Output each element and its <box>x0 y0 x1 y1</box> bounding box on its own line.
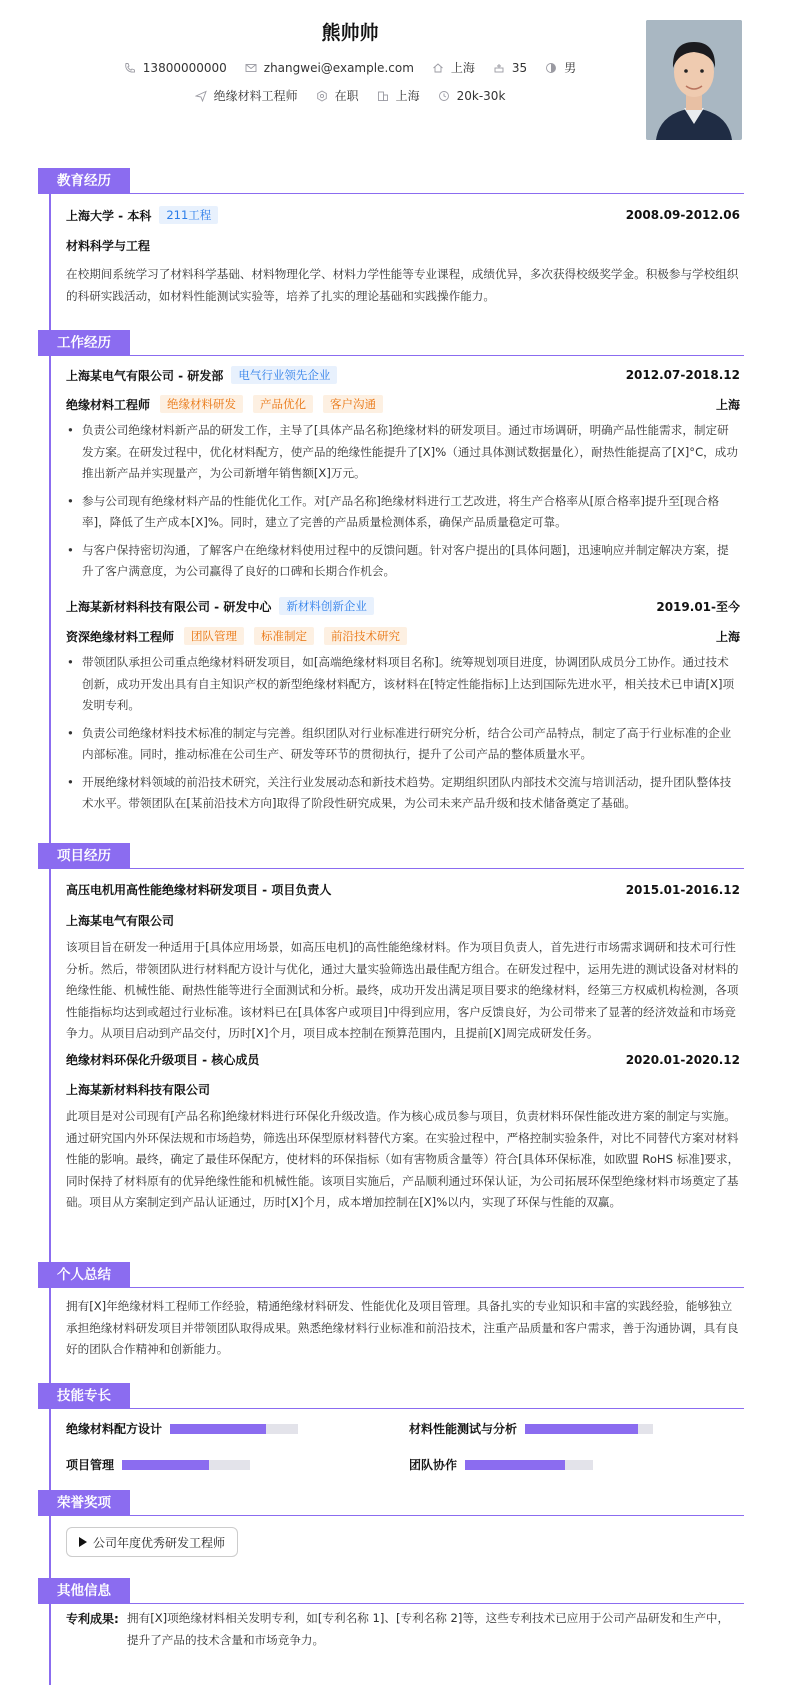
work-header-2 <box>66 597 740 615</box>
skill-bar <box>525 1424 653 1434</box>
school-tag: 211工程 <box>159 206 218 224</box>
project-date: 2015.01-2016.12 <box>625 882 740 897</box>
section-title: 教育经历 <box>38 168 130 194</box>
skill-tag: 团队管理 <box>184 627 244 645</box>
project-company: 上海某电气有限公司 <box>66 914 175 928</box>
bullet-item: • 负责公司绝缘材料新产品的研发工作，主导了[具体产品名称]绝缘材料的研发项目。通过市场调研，明确产品性能需求，制定研发方案。在研发过程中，优化材料配方，使产品的绝缘性能提升了[X]%（通过具体测试数据量化），耐热性能提高了[X]°C，成功推出新产品并实现量产，为公司新增年销售额[X]万元。 <box>66 420 740 485</box>
gear-icon <box>316 90 328 102</box>
work-date: 2019.01-至今 <box>656 599 740 614</box>
skill-tag: 客户沟通 <box>323 395 383 413</box>
project-header-2 <box>66 1051 740 1068</box>
avatar-photo <box>646 20 742 140</box>
skill-tag: 绝缘材料研发 <box>160 395 243 413</box>
section-divider <box>38 1603 744 1604</box>
skill-name: 绝缘材料配方设计 <box>66 1422 163 1436</box>
target-city-text: 上海 <box>395 89 420 103</box>
skill-name: 项目管理 <box>66 1458 115 1472</box>
clock-icon <box>438 90 450 102</box>
project-date: 2020.01-2020.12 <box>625 1052 740 1067</box>
section-honors <box>38 1490 744 1516</box>
skill-bar-fill <box>122 1460 209 1470</box>
gender-item <box>545 59 576 76</box>
skill-item <box>66 1456 250 1473</box>
phone-icon <box>124 62 136 74</box>
timeline-line <box>49 168 51 1685</box>
work-city: 上海 <box>715 629 740 644</box>
status-text: 在职 <box>334 89 359 103</box>
section-divider <box>38 1287 744 1288</box>
company-name: 上海某电气有限公司 - 研发部 <box>66 368 224 383</box>
company-tag: 新材料创新企业 <box>279 597 374 615</box>
job-title-item <box>195 87 298 104</box>
other-label: 专利成果: <box>66 1612 119 1626</box>
phone-item <box>124 61 227 75</box>
skill-name: 团队协作 <box>409 1458 458 1472</box>
company-name: 上海某新材料科技有限公司 - 研发中心 <box>66 599 272 614</box>
skill-item <box>409 1456 593 1473</box>
contact-row-2 <box>0 87 700 104</box>
project-company-row-1 <box>66 912 740 929</box>
section-divider <box>38 1408 744 1409</box>
skill-tag: 标准制定 <box>254 627 314 645</box>
section-title: 其他信息 <box>38 1578 130 1604</box>
gender-text: 男 <box>564 61 577 75</box>
skill-bar <box>170 1424 298 1434</box>
major-name: 材料科学与工程 <box>66 239 151 253</box>
skill-tag: 前沿技术研究 <box>324 627 407 645</box>
target-city-item <box>377 87 420 104</box>
play-icon <box>79 1537 87 1547</box>
salary-text: 20k-30k <box>456 88 506 103</box>
section-projects <box>38 843 744 869</box>
age-item <box>493 61 527 75</box>
project-header-1 <box>66 881 740 898</box>
age-text: 35 <box>511 60 528 75</box>
work-header-1 <box>66 366 740 384</box>
education-date: 2008.09-2012.06 <box>625 208 740 222</box>
role-name: 资深绝缘材料工程师 <box>66 629 175 644</box>
project-title: 绝缘材料环保化升级项目 - 核心成员 <box>66 1053 260 1067</box>
section-title: 项目经历 <box>38 843 130 869</box>
skill-bar <box>122 1460 250 1470</box>
contact-row-1 <box>0 59 700 76</box>
section-title: 工作经历 <box>38 330 130 356</box>
bullet-item: • 开展绝缘材料领域的前沿技术研究，关注行业发展动态和新技术趋势。定期组织团队内部技术交流与培训活动，提升团队整体技术水平。带领团队在[某前沿技术方向]取得了阶段性研究成果，为公司未来产品升级和技术储备奠定了基础。 <box>66 772 740 815</box>
work-date: 2012.07-2018.12 <box>625 368 740 382</box>
section-title: 荣誉奖项 <box>38 1490 130 1516</box>
school-name: 上海大学 - 本科 <box>66 208 152 223</box>
work-city: 上海 <box>715 397 740 412</box>
role-name: 绝缘材料工程师 <box>66 397 151 412</box>
skill-item <box>66 1420 298 1437</box>
education-description: 在校期间系统学习了材料科学基础、材料物理化学、材料力学性能等专业课程，成绩优异，多次获得校级奖学金。积极参与学校组织的科研实践活动，如材料性能测试实验等，培养了扎实的理论基础和实践操作能力。 <box>66 267 739 303</box>
section-summary <box>38 1262 744 1288</box>
candidate-name: 熊帅帅 <box>321 22 379 44</box>
phone-text: 13800000000 <box>142 60 227 75</box>
section-title: 个人总结 <box>38 1262 130 1288</box>
bullet-item: • 参与公司现有绝缘材料产品的性能优化工作。对[产品名称]绝缘材料进行工艺改进，将生产合格率从[原合格率]提升至[现合格率]，降低了生产成本[X]%。同时，建立了完善的产品质量检测体系，确保产品质量稳定可靠。 <box>66 491 740 534</box>
skill-item <box>409 1420 653 1437</box>
work-role-1 <box>66 395 740 413</box>
email-item <box>245 61 414 75</box>
section-divider <box>38 1515 744 1516</box>
bullet-item: • 与客户保持密切沟通，了解客户在绝缘材料使用过程中的反馈问题。针对客户提出的[具体问题]，迅速响应并制定解决方案，提升了客户满意度，为公司赢得了良好的口碑和长期合作机会。 <box>66 540 740 583</box>
skill-bar-fill <box>525 1424 638 1434</box>
work-role-2 <box>66 627 740 645</box>
company-tag: 电气行业领先企业 <box>231 366 337 384</box>
project-title: 高压电机用高性能绝缘材料研发项目 - 项目负责人 <box>66 883 332 897</box>
other-text: 拥有[X]项绝缘材料相关发明专利，如[专利名称 1]、[专利名称 2]等，这些专利技术已应用于公司产品研发和生产中，提升了产品的技术含量和市场竞争力。 <box>127 1611 730 1647</box>
gender-icon <box>545 62 557 74</box>
section-skills <box>38 1383 744 1409</box>
salary-item <box>438 89 506 103</box>
skill-bar-fill <box>465 1460 565 1470</box>
project-company-row-2 <box>66 1081 740 1098</box>
send-icon <box>195 90 207 102</box>
section-divider <box>38 193 744 194</box>
skill-name: 材料性能测试与分析 <box>409 1422 518 1436</box>
summary-text: 拥有[X]年绝缘材料工程师工作经验，精通绝缘材料研发、性能优化及项目管理。具备扎实的专业知识和丰富的实践经验，能够独立承担绝缘材料研发项目并带领团队取得成果。熟悉绝缘材料行业标准和前沿技术，注重产品质量和客户需求，善于沟通协调，具有良好的团队合作精神和创新能力。 <box>66 1299 739 1356</box>
section-divider <box>38 868 744 869</box>
award-item[interactable] <box>66 1527 238 1557</box>
major-row <box>66 237 740 254</box>
mail-icon <box>245 62 257 74</box>
bullet-item: • 负责公司绝缘材料技术标准的制定与完善。组织团队对行业标准进行研究分析，结合公司产品特点，制定了高于行业标准的企业内部标准。同时，推动标准在公司生产、研发等环节的贯彻执行，提升了公司产品的整体质量水平。 <box>66 723 740 766</box>
status-item <box>316 87 359 104</box>
project-description: 该项目旨在研发一种适用于[具体应用场景，如高压电机]的高性能绝缘材料。作为项目负责人，首先进行市场需求调研和技术可行性分析。然后，带领团队进行材料配方设计与优化，通过大量实验筛选出最佳配方组合。在研发过程中，运用先进的测试设备对材料的绝缘性能、机械性能、耐热性能等进行全面测试和分析。最终，成功开发出满足项目要求的绝缘材料，经第三方权威机构检测，各项性能指标均达到或超过行业标准。该材料已在[具体客户或项目]中得到应用，客户反馈良好，为公司带来了显著的经济效益和市场竞争力。从项目启动到产品交付，历时[X]个月，项目成本控制在预算范围内，且提前[X]周完成研发任务。 <box>66 940 739 1040</box>
skill-tag: 产品优化 <box>253 395 313 413</box>
award-name: 公司年度优秀研发工程师 <box>93 1535 226 1550</box>
work-bullets-1 <box>66 420 740 589</box>
bullet-item: • 带领团队承担公司重点绝缘材料研发项目，如[高端绝缘材料项目名称]。统筹规划项目进度，协调团队成员分工协作。通过技术创新，成功开发出具有自主知识产权的新型绝缘材料配方，该材料在[特定性能指标]上达到国际先进水平，相关技术已申请[X]项发明专利。 <box>66 652 740 717</box>
work-bullets-2 <box>66 652 740 821</box>
home-icon <box>432 62 444 74</box>
section-education <box>38 168 744 194</box>
skill-bar-fill <box>170 1424 266 1434</box>
project-company: 上海某新材料科技有限公司 <box>66 1083 211 1097</box>
building-icon <box>377 90 389 102</box>
job-title-text: 绝缘材料工程师 <box>213 89 298 103</box>
section-divider <box>38 355 744 356</box>
section-work <box>38 330 744 356</box>
project-description: 此项目是对公司现有[产品名称]绝缘材料进行环保化升级改造。作为核心成员参与项目，负责材料环保性能改进方案的制定与实施。通过研究国内外环保法规和市场趋势，筛选出环保型原材料替代方案。在实验过程中，严格控制实验条件，对比不同替代方案对材料性能的影响。最终，确定了最佳环保配方，使材料的环保指标（如有害物质含量等）符合[具体环保标准，如欧盟 RoHS 标准]要求，同时保持了材料原有的优异绝缘性能和机械性能。该项目实施后，产品顺利通过环保认证，为公司拓展环保型绝缘材料市场奠定了基础。项目从方案制定到产品认证通过，历时[X]个月，成本增加控制在[X]%以内，实现了环保与性能的双赢。 <box>66 1109 740 1209</box>
email-text: zhangwei@example.com <box>263 60 414 75</box>
cake-icon <box>493 62 505 74</box>
section-other <box>38 1578 744 1604</box>
section-title: 技能专长 <box>38 1383 130 1409</box>
education-header <box>66 206 740 224</box>
location-text: 上海 <box>450 61 475 75</box>
location-item <box>432 59 475 76</box>
skill-bar <box>465 1460 593 1470</box>
